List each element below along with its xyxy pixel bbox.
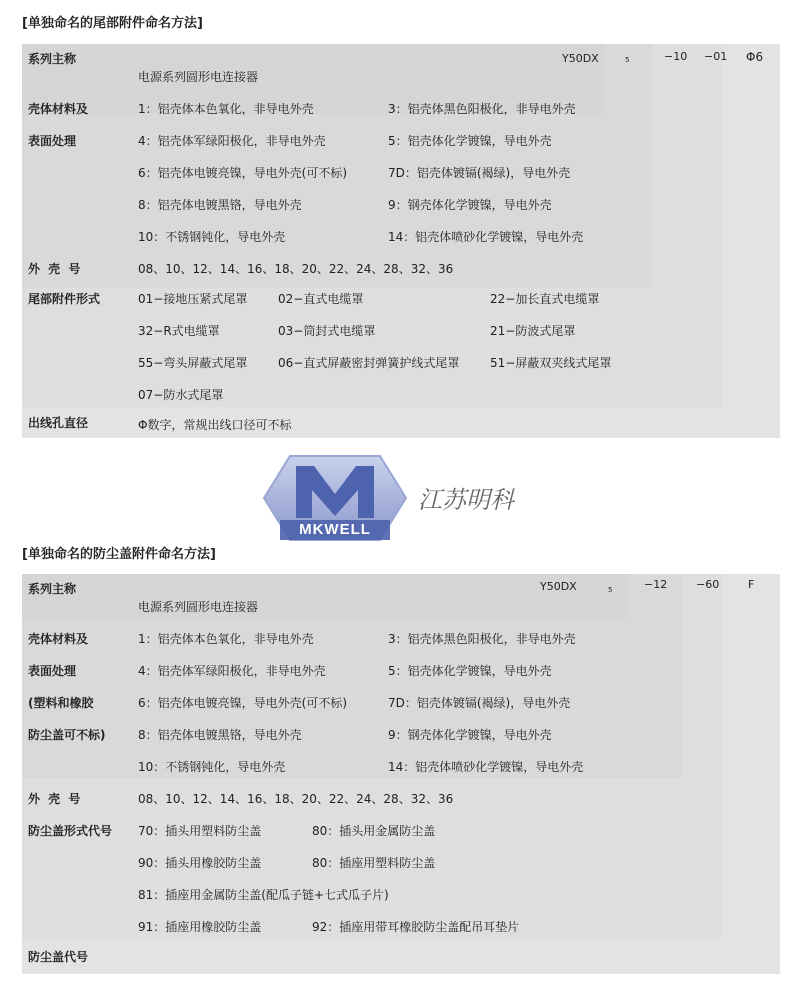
material-option: 10：不锈钢钝化，导电外壳	[138, 230, 286, 244]
section-title-tail: [单独命名的尾部附件命名方法]	[22, 16, 203, 31]
material-option: 4：铝壳体军绿阳极化，非导电外壳	[138, 134, 326, 148]
material-option: 5：铝壳体化学镀镍，导电外壳	[388, 664, 552, 678]
attach-option: 55−弯头屏蔽式尾罩	[138, 356, 248, 370]
cover-option: 81：插座用金属防尘盖(配瓜子链+七式瓜子片)	[138, 888, 389, 902]
material-option: 10：不锈钢钝化，导电外壳	[138, 760, 286, 774]
cover-naming-table	[22, 574, 780, 974]
code-cover-form: −60	[696, 578, 720, 591]
material-option: 8：铝壳体电镀黑铬，导电外壳	[138, 198, 302, 212]
code-material: 5	[625, 56, 630, 64]
material-label-4: 防尘盖可不标)	[28, 728, 106, 742]
cover-option: 80：插头用金属防尘盖	[312, 824, 436, 838]
shell-label: 外 壳 号	[28, 262, 83, 276]
material-option: 4：铝壳体军绿阳极化，非导电外壳	[138, 664, 326, 678]
cover-option: 90：插头用橡胶防尘盖	[138, 856, 262, 870]
material-option: 14：铝壳体喷砂化学镀镍，导电外壳	[388, 230, 584, 244]
material-option: 14：铝壳体喷砂化学镀镍，导电外壳	[388, 760, 584, 774]
material-option: 8：铝壳体电镀黑铬，导电外壳	[138, 728, 302, 742]
cover-option: 80：插座用塑料防尘盖	[312, 856, 436, 870]
tail-naming-table	[22, 44, 780, 438]
attach-option: 02−直式电缆罩	[278, 292, 364, 306]
cover-option: 91：插座用橡胶防尘盖	[138, 920, 262, 934]
attach-option: 22−加长直式电缆罩	[490, 292, 600, 306]
logo-text: MKWELL	[299, 521, 371, 538]
material-label: 壳体材料及	[28, 102, 89, 116]
attach-option: 06−直式屏蔽密封弹簧护线式尾罩	[278, 356, 460, 370]
code-outlet: Φ6	[746, 50, 764, 64]
material-option: 7D：铝壳体镀镉(褐绿)，导电外壳	[388, 696, 571, 710]
series-label: 系列主称	[28, 582, 77, 596]
material-label-3: (塑料和橡胶	[28, 696, 94, 710]
attach-label: 尾部附件形式	[28, 292, 101, 306]
cover-form-label: 防尘盖形式代号	[28, 824, 113, 838]
mkwell-logo-icon	[262, 452, 408, 544]
material-label-2: 表面处理	[28, 664, 77, 678]
attach-option: 03−筒封式电缆罩	[278, 324, 376, 338]
material-option: 5：铝壳体化学镀镍，导电外壳	[388, 134, 552, 148]
attach-option: 21−防波式尾罩	[490, 324, 576, 338]
code-shell: −12	[644, 578, 668, 591]
material-option: 7D：铝壳体镀镉(褐绿)，导电外壳	[388, 166, 571, 180]
code-series: Y50DX	[540, 580, 577, 593]
material-option: 6：铝壳体电镀亮镍，导电外壳(可不标)	[138, 696, 347, 710]
shell-values: 08、10、12、14、16、18、20、22、24、28、32、36	[138, 262, 454, 276]
material-label: 壳体材料及	[28, 632, 89, 646]
attach-option: 07−防水式尾罩	[138, 388, 224, 402]
series-label: 系列主称	[28, 52, 77, 66]
code-attach: −01	[704, 50, 728, 63]
cover-code-label: 防尘盖代号	[28, 950, 89, 964]
material-option: 1：铝壳体本色氧化，非导电外壳	[138, 632, 314, 646]
cover-option: 92：插座用带耳橡胶防尘盖配吊耳垫片	[312, 920, 520, 934]
code-material: 5	[608, 586, 613, 594]
code-shell: −10	[664, 50, 688, 63]
cover-option: 70：插头用塑料防尘盖	[138, 824, 262, 838]
outlet-label: 出线孔直径	[28, 416, 89, 430]
section-title-cover: [单独命名的防尘盖附件命名方法]	[22, 547, 216, 562]
shell-label: 外 壳 号	[28, 792, 83, 806]
series-desc: 电源系列圆形电连接器	[138, 600, 259, 614]
code-series: Y50DX	[562, 52, 599, 65]
material-option: 3：铝壳体黑色阳极化，非导电外壳	[388, 632, 576, 646]
material-option: 3：铝壳体黑色阳极化，非导电外壳	[388, 102, 576, 116]
material-option: 9：钢壳体化学镀镍，导电外壳	[388, 728, 552, 742]
attach-option: 32−R式电缆罩	[138, 324, 220, 338]
material-option: 9：钢壳体化学镀镍，导电外壳	[388, 198, 552, 212]
attach-option: 01−接地压紧式尾罩	[138, 292, 248, 306]
shell-values: 08、10、12、14、16、18、20、22、24、28、32、36	[138, 792, 454, 806]
material-option: 1：铝壳体本色氧化，非导电外壳	[138, 102, 314, 116]
code-cover: F	[748, 578, 755, 591]
attach-option: 51−屏蔽双夹线式尾罩	[490, 356, 612, 370]
material-option: 6：铝壳体电镀亮镍，导电外壳(可不标)	[138, 166, 347, 180]
brand-name: 江苏明科	[418, 486, 514, 514]
material-label-2: 表面处理	[28, 134, 77, 148]
series-desc: 电源系列圆形电连接器	[138, 70, 259, 84]
outlet-value: Φ数字，常规出线口径可不标	[138, 418, 292, 432]
